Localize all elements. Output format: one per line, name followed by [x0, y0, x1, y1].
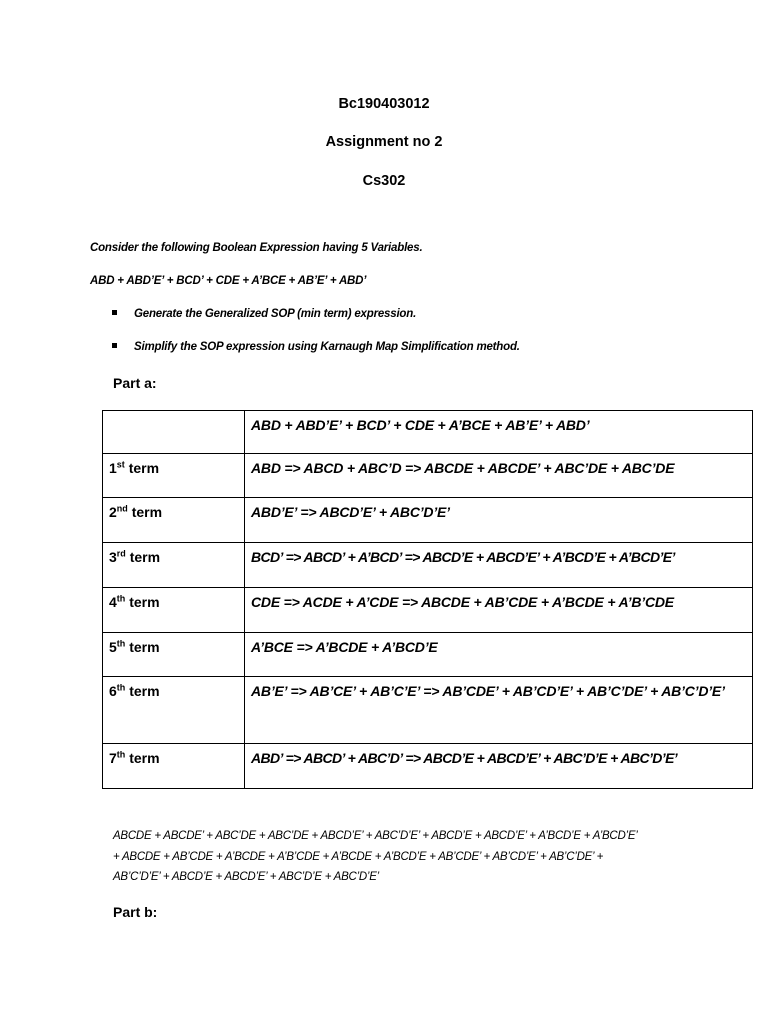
term-label: 2nd term [103, 498, 245, 543]
table-header-row [103, 411, 753, 454]
term-expression: A’BCE => A’BCDE + A’BCD’E [245, 633, 753, 677]
table-header-empty-cell [103, 411, 245, 454]
term-expression: CDE => ACDE + A’CDE => ABCDE + AB’CDE + A’BCDE + A’B’CDE [245, 588, 753, 633]
table-row [103, 744, 753, 789]
term-expression: ABD => ABCD + ABC’D => ABCDE + ABCDE’ + ABC’DE + ABC’DE [245, 454, 753, 498]
part-a-label: Part a: [113, 375, 157, 391]
term-expression: BCD’ => ABCD’ + A’BCD’ => ABCD’E + ABCD’E’ + A’BCD’E + A’BCD’E’ [245, 543, 753, 588]
question-expression: ABD + ABD’E’ + BCD’ + CDE + A’BCE + AB’E’ + ABD’ [90, 275, 367, 287]
assignment-title: Assignment no 2 [325, 134, 443, 150]
term-expression: ABD’E’ => ABCD’E’ + ABC’D’E’ [245, 498, 753, 543]
task-item [112, 341, 520, 353]
table-row [103, 543, 753, 588]
table-row [103, 633, 753, 677]
term-label: 4th term [103, 588, 245, 633]
table-row [103, 677, 753, 744]
task-text: Generate the Generalized SOP (min term) expression. [134, 308, 417, 320]
sop-line: ABCDE + ABCDE’ + ABC’DE + ABC’DE + ABCD’E’ + ABC’D’E’ + ABCD’E + ABCD’E’ + A’BCD’E + A’BCD’E’ [113, 830, 638, 842]
term-label: 5th term [103, 633, 245, 677]
task-text: Simplify the SOP expression using Karnaugh Map Simplification method. [134, 341, 520, 353]
question-intro: Consider the following Boolean Expression having 5 Variables. [90, 242, 423, 254]
sop-expression [113, 826, 753, 888]
term-label: 3rd term [103, 543, 245, 588]
table-row [103, 454, 753, 498]
sop-line: AB’C’D’E’ + ABCD’E + ABCD’E’ + ABC’D’E + ABC’D’E’ [113, 871, 379, 883]
bullet-icon [112, 310, 117, 315]
task-item [112, 308, 416, 320]
student-id: Bc190403012 [338, 96, 430, 112]
term-expression: ABD’ => ABCD’ + ABC’D’ => ABCD’E + ABCD’E’ + ABC’D’E + ABC’D’E’ [245, 744, 753, 789]
term-label: 1st term [103, 454, 245, 498]
course-code: Cs302 [362, 173, 406, 189]
table-row [103, 498, 753, 543]
term-label: 6th term [103, 677, 245, 744]
terms-table [102, 410, 753, 789]
term-expression: AB’E’ => AB’CE’ + AB’C’E’ => AB’CDE’ + AB’CD’E’ + AB’C’DE’ + AB’C’D’E’ [245, 677, 753, 744]
sop-line: + ABCDE + AB’CDE + A’BCDE + A’B’CDE + A’BCDE + A’BCD’E + AB’CDE’ + AB’CD’E’ + AB’C’DE’ + [113, 850, 604, 863]
table-header-expression: ABD + ABD’E’ + BCD’ + CDE + A’BCE + AB’E’ + ABD’ [245, 411, 753, 454]
bullet-icon [112, 343, 117, 348]
table-row [103, 588, 753, 633]
part-b-label: Part b: [113, 904, 158, 920]
term-label: 7th term [103, 744, 245, 789]
